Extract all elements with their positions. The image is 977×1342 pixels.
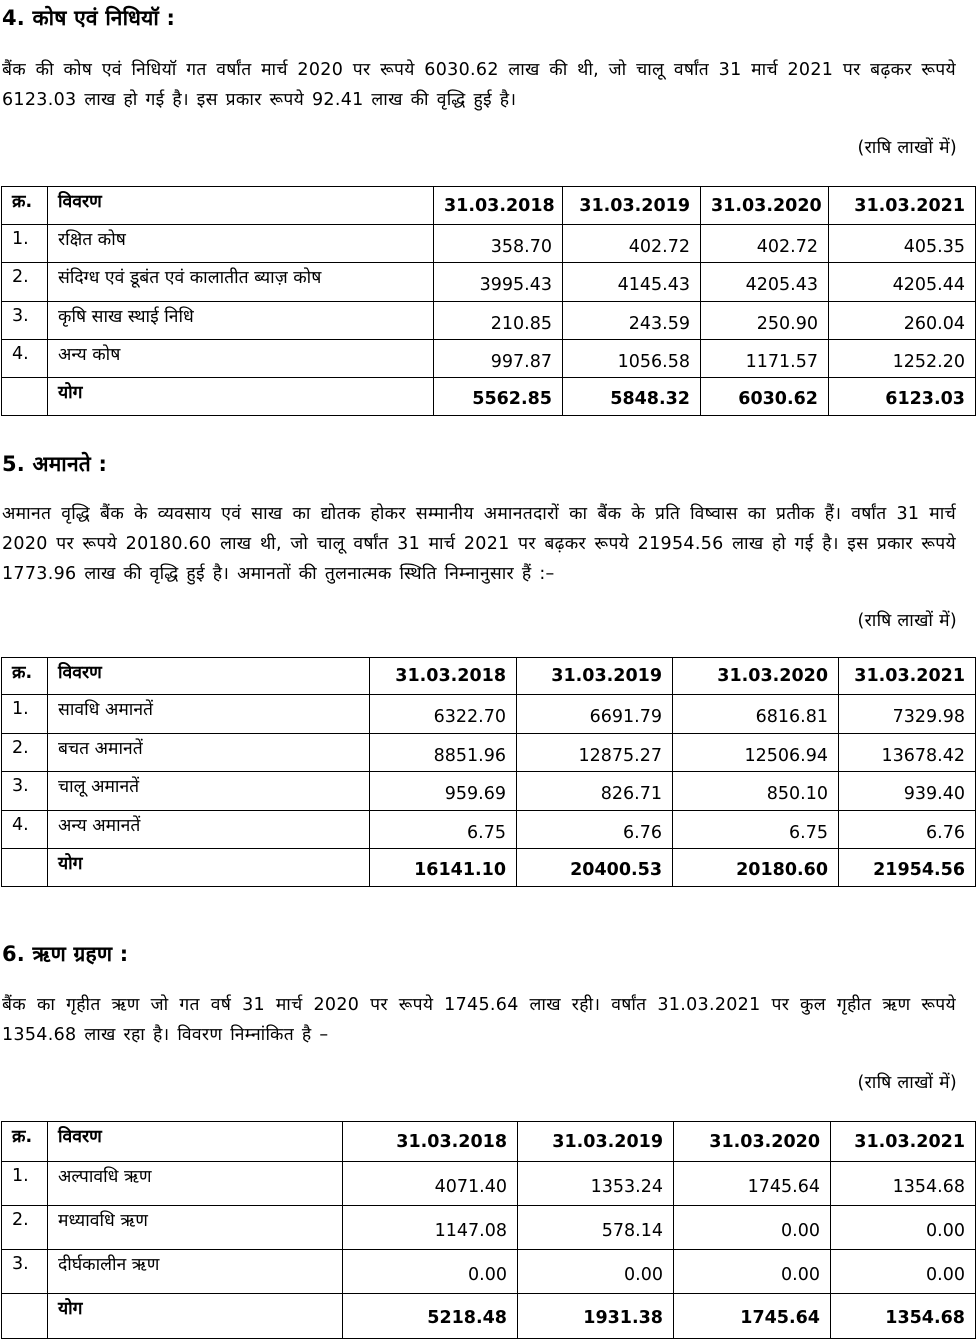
total-value: 1931.38 [518,1294,674,1339]
table-header-row [2,187,976,225]
total-value: 20180.60 [673,849,839,887]
cell-value: 0.00 [343,1250,518,1294]
cell-value: 6322.70 [370,695,517,734]
cell-value: 0.00 [831,1206,976,1250]
total-value: 21954.56 [839,849,976,887]
cell-value: 6.76 [517,811,673,849]
cell-value: 850.10 [673,772,839,811]
cell-serial [2,378,48,416]
cell-value: 6.75 [370,811,517,849]
cell-serial: 4. [2,811,48,849]
table-row [2,302,976,340]
table-header-row [2,1122,976,1162]
cell-value: 405.35 [829,225,976,263]
table-row [2,263,976,302]
cell-value: 578.14 [518,1206,674,1250]
cell-serial [2,849,48,887]
cell-value: 997.87 [434,340,563,378]
table-row [2,1250,976,1294]
col-header-description: विवरण [48,187,434,225]
cell-serial [2,1294,48,1339]
cell-value: 6.75 [673,811,839,849]
col-header-2020: 31.03.2020 [701,187,829,225]
cell-description: संदिग्ध एवं डूबंत एवं कालातीत ब्याज़ कोष [48,263,434,302]
col-header-2021: 31.03.2021 [829,187,976,225]
col-header-description: विवरण [48,1122,343,1162]
col-header-serial: क्र. [2,187,48,225]
cell-serial: 4. [2,340,48,378]
cell-description: अन्य अमानतें [48,811,370,849]
cell-value: 8851.96 [370,734,517,772]
cell-value: 4071.40 [343,1162,518,1206]
col-header-2019: 31.03.2019 [563,187,701,225]
table-row [2,811,976,849]
cell-value: 358.70 [434,225,563,263]
cell-value: 7329.98 [839,695,976,734]
cell-description: अन्य कोष [48,340,434,378]
total-label: योग [48,849,370,887]
reserves-funds-table [1,186,976,416]
cell-value: 6.76 [839,811,976,849]
cell-value: 1147.08 [343,1206,518,1250]
total-value: 5848.32 [563,378,701,416]
col-header-2021: 31.03.2021 [831,1122,976,1162]
cell-value: 1353.24 [518,1162,674,1206]
section-6-paragraph: बैंक का गृहीत ऋण जो गत वर्ष 31 मार्च 2020 पर रूपये 1745.64 लाख रही। वर्षांत 31.03.2021 पर कुल गृहीत ऋण रूपये 1354.68 लाख रहा है। विवरण निम्नांकित है – [2,995,956,1045]
total-label: योग [48,1294,343,1339]
cell-value: 0.00 [674,1206,831,1250]
deposits-table [1,657,976,887]
cell-serial: 2. [2,263,48,302]
col-header-2021: 31.03.2021 [839,658,976,695]
section-5-paragraph: अमानत वृद्धि बैंक के व्यवसाय एवं साख का द्योतक होकर सम्मानीय अमानतदारों का बैंक के प्रति विष्वास का प्रतीक हैं। वर्षांत 31 मार्च 2020 पर रूपये 20180.60 लाख थी, जो चालू वर्षांत 31 मार्च 2021 पर बढ़कर रूपये 21954.56 लाख हो गई है। इस प्रकार रूपये 1773.96 लाख की वृद्धि हुई है। अमानतों की तुलनात्मक स्थिति निम्नानुसार हैं :– [2,504,956,584]
cell-value: 260.04 [829,302,976,340]
cell-value: 4205.43 [701,263,829,302]
cell-value: 1354.68 [831,1162,976,1206]
cell-description: दीर्घकालीन ऋण [48,1250,343,1294]
section-4-paragraph: बैंक की कोष एवं निधियॉ गत वर्षांत मार्च 2020 पर रूपये 6030.62 लाख की थी, जो चालू वर्षांत 31 मार्च 2021 पर बढ़कर रूपये 6123.03 लाख हो गई है। इस प्रकार रूपये 92.41 लाख की वृद्धि हुई है। [2,60,956,110]
col-header-2018: 31.03.2018 [434,187,563,225]
table-row [2,772,976,811]
cell-value: 250.90 [701,302,829,340]
total-value: 6030.62 [701,378,829,416]
cell-value: 6691.79 [517,695,673,734]
total-value: 5218.48 [343,1294,518,1339]
cell-value: 959.69 [370,772,517,811]
cell-value: 4205.44 [829,263,976,302]
table-total-row [2,849,976,887]
table-header-row [2,658,976,695]
table-row [2,225,976,263]
section-5-heading: 5. अमानते : [2,452,108,476]
col-header-2018: 31.03.2018 [343,1122,518,1162]
cell-description: सावधि अमानतें [48,695,370,734]
cell-value: 6816.81 [673,695,839,734]
cell-value: 3995.43 [434,263,563,302]
cell-value: 826.71 [517,772,673,811]
cell-value: 402.72 [701,225,829,263]
col-header-2020: 31.03.2020 [673,658,839,695]
col-header-2020: 31.03.2020 [674,1122,831,1162]
cell-description: अल्पावधि ऋण [48,1162,343,1206]
cell-serial: 1. [2,695,48,734]
cell-value: 1745.64 [674,1162,831,1206]
col-header-2018: 31.03.2018 [370,658,517,695]
total-label: योग [48,378,434,416]
cell-serial: 3. [2,772,48,811]
cell-serial: 2. [2,1206,48,1250]
table-total-row [2,378,976,416]
col-header-description: विवरण [48,658,370,695]
table-row [2,340,976,378]
section-6-heading: 6. ऋण ग्रहण : [2,942,129,966]
cell-value: 1171.57 [701,340,829,378]
cell-value: 0.00 [518,1250,674,1294]
section-5-units-note: (राषि लाखों में) [857,611,957,631]
total-value: 1745.64 [674,1294,831,1339]
table-row [2,695,976,734]
table-row [2,1206,976,1250]
cell-serial: 1. [2,1162,48,1206]
cell-serial: 2. [2,734,48,772]
cell-value: 1252.20 [829,340,976,378]
section-4-heading: 4. कोष एवं निधियॉ : [2,6,176,30]
cell-value: 210.85 [434,302,563,340]
cell-value: 13678.42 [839,734,976,772]
total-value: 6123.03 [829,378,976,416]
cell-description: चालू अमानतें [48,772,370,811]
cell-description: रक्षित कोष [48,225,434,263]
table-row [2,1162,976,1206]
col-header-serial: क्र. [2,658,48,695]
section-6-units-note: (राषि लाखों में) [857,1073,957,1093]
section-4-units-note: (राषि लाखों में) [857,138,957,158]
cell-serial: 1. [2,225,48,263]
col-header-serial: क्र. [2,1122,48,1162]
cell-value: 1056.58 [563,340,701,378]
cell-value: 939.40 [839,772,976,811]
cell-value: 402.72 [563,225,701,263]
total-value: 20400.53 [517,849,673,887]
cell-value: 12875.27 [517,734,673,772]
cell-value: 12506.94 [673,734,839,772]
total-value: 16141.10 [370,849,517,887]
table-total-row [2,1294,976,1339]
cell-value: 0.00 [674,1250,831,1294]
col-header-2019: 31.03.2019 [517,658,673,695]
cell-value: 243.59 [563,302,701,340]
total-value: 1354.68 [831,1294,976,1339]
cell-serial: 3. [2,302,48,340]
cell-serial: 3. [2,1250,48,1294]
total-value: 5562.85 [434,378,563,416]
cell-value: 4145.43 [563,263,701,302]
cell-description: मध्यावधि ऋण [48,1206,343,1250]
cell-value: 0.00 [831,1250,976,1294]
cell-description: बचत अमानतें [48,734,370,772]
cell-description: कृषि साख स्थाई निधि [48,302,434,340]
table-row [2,734,976,772]
col-header-2019: 31.03.2019 [518,1122,674,1162]
borrowings-table [1,1121,976,1339]
